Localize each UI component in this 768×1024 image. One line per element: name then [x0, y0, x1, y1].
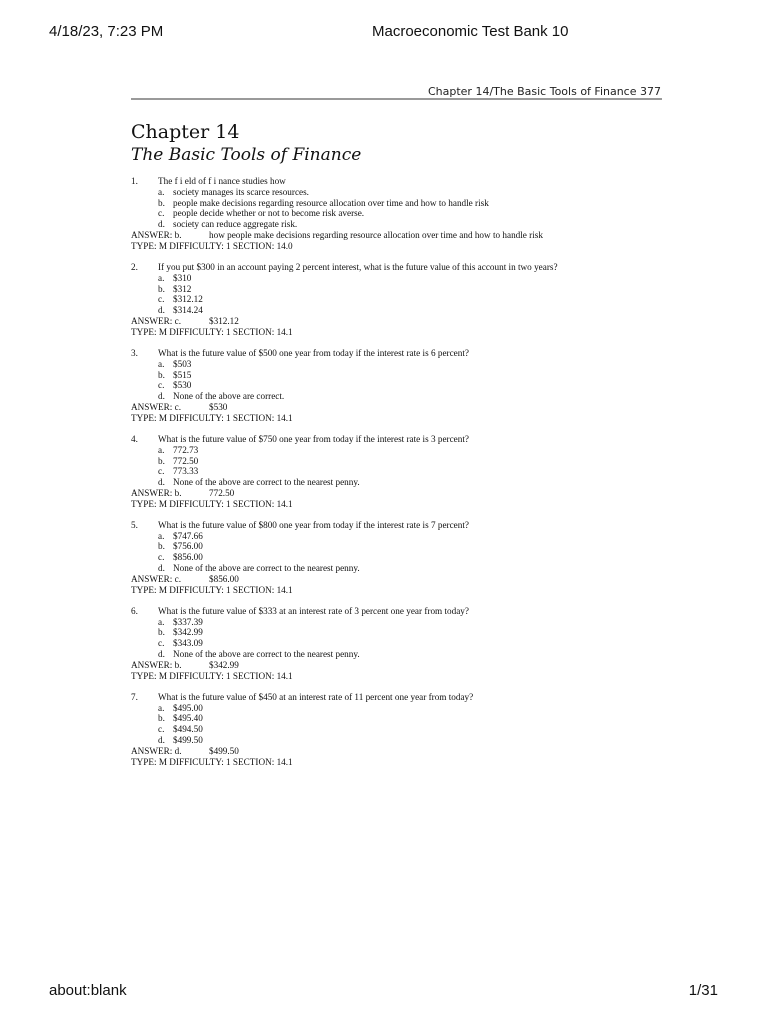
answer-line — [131, 230, 671, 241]
answer-label: ANSWER: b. — [131, 659, 182, 670]
question-meta: TYPE: M DIFFICULTY: 1 SECTION: 14.1 — [131, 412, 293, 423]
answer-line — [131, 402, 671, 413]
answer-choice — [131, 735, 671, 746]
question-text: What is the future value of $750 one year from today if the interest rate is 3 percent? — [158, 433, 469, 444]
answer-choice — [131, 713, 671, 724]
question-item — [131, 606, 671, 682]
answer-choice — [131, 305, 671, 316]
choice-letter: b. — [158, 283, 165, 294]
answer-choice — [131, 617, 671, 628]
question-number: 6. — [131, 605, 138, 616]
choice-text: society manages its scarce resources. — [173, 186, 309, 197]
answer-value: 772.50 — [209, 487, 235, 498]
question-list — [131, 176, 671, 778]
question-text: If you put $300 in an account paying 2 percent interest, what is the future value of this account in two years? — [158, 261, 558, 272]
question-meta: TYPE: M DIFFICULTY: 1 SECTION: 14.1 — [131, 584, 293, 595]
answer-choice — [131, 208, 671, 219]
question-text: What is the future value of $450 at an interest rate of 11 percent one year from today? — [158, 691, 474, 702]
print-url: about:blank — [49, 982, 127, 999]
answer-choice — [131, 187, 671, 198]
choice-text: $343.09 — [173, 638, 203, 649]
choice-letter: b. — [158, 197, 165, 208]
print-header — [0, 23, 768, 43]
answer-choice — [131, 477, 671, 488]
choice-text: $495.00 — [173, 702, 203, 713]
choice-letter: a. — [158, 358, 165, 369]
choice-text: None of the above are correct to the nearest penny. — [173, 563, 360, 574]
answer-label: ANSWER: b. — [131, 487, 182, 498]
question-stem — [131, 692, 671, 703]
answer-choice — [131, 391, 671, 402]
answer-choice — [131, 273, 671, 284]
question-text: The f i eld of f i nance studies how — [158, 176, 286, 186]
question-item — [131, 520, 671, 596]
question-item — [131, 176, 671, 252]
chapter-subtitle: The Basic Tools of Finance — [131, 145, 362, 165]
question-meta: TYPE: M DIFFICULTY: 1 SECTION: 14.1 — [131, 756, 293, 767]
choice-letter: c. — [158, 208, 165, 219]
answer-choice — [131, 445, 671, 456]
choice-text: $515 — [173, 369, 192, 380]
answer-choice — [131, 380, 671, 391]
answer-choice — [131, 359, 671, 370]
choice-text: $756.00 — [173, 541, 203, 552]
question-number: 1. — [131, 176, 138, 186]
question-item — [131, 262, 671, 338]
choice-letter: b. — [158, 627, 165, 638]
question-meta: TYPE: M DIFFICULTY: 1 SECTION: 14.1 — [131, 670, 293, 681]
choice-letter: d. — [158, 477, 165, 488]
question-item — [131, 434, 671, 510]
answer-value: $312.12 — [209, 315, 239, 326]
answer-label: ANSWER: d. — [131, 745, 182, 756]
choice-text: $312 — [173, 283, 192, 294]
choice-text: None of the above are correct. — [173, 391, 285, 402]
print-doc-title: Macroeconomic Test Bank 10 — [372, 23, 569, 40]
answer-choice — [131, 198, 671, 209]
header-rule — [131, 98, 662, 100]
answer-line — [131, 488, 671, 499]
answer-value: $499.50 — [209, 745, 239, 756]
choice-letter: a. — [158, 272, 165, 283]
question-text: What is the future value of $333 at an interest rate of 3 percent one year from today? — [158, 605, 469, 616]
choice-text: people make decisions regarding resource allocation over time and how to handle risk — [173, 197, 489, 208]
answer-line — [131, 574, 671, 585]
question-stem — [131, 520, 671, 531]
answer-line — [131, 316, 671, 327]
answer-choice — [131, 563, 671, 574]
choice-letter: d. — [158, 391, 165, 402]
print-page-count: 1/31 — [688, 982, 718, 999]
answer-choice — [131, 703, 671, 714]
question-text: What is the future value of $500 one year from today if the interest rate is 6 percent? — [158, 347, 469, 358]
question-item — [131, 692, 671, 768]
answer-choice — [131, 541, 671, 552]
answer-label: ANSWER: b. — [131, 229, 182, 240]
choice-letter: d. — [158, 649, 165, 660]
question-stem — [131, 176, 671, 187]
choice-text: $856.00 — [173, 552, 203, 563]
question-number: 2. — [131, 261, 138, 272]
choice-letter: a. — [158, 616, 165, 627]
answer-line — [131, 660, 671, 671]
choice-letter: c. — [158, 638, 165, 649]
choice-text: None of the above are correct to the nearest penny. — [173, 477, 360, 488]
answer-value: $342.99 — [209, 659, 239, 670]
answer-label: ANSWER: c. — [131, 315, 182, 326]
question-item — [131, 348, 671, 424]
choice-text: None of the above are correct to the nearest penny. — [173, 649, 360, 660]
answer-choice — [131, 531, 671, 542]
choice-letter: c. — [158, 466, 165, 477]
choice-letter: b. — [158, 455, 165, 466]
choice-letter: a. — [158, 444, 165, 455]
choice-text: 772.73 — [173, 444, 199, 455]
answer-label: ANSWER: c. — [131, 401, 182, 412]
answer-choice — [131, 370, 671, 381]
choice-text: $312.12 — [173, 294, 203, 305]
answer-choice — [131, 219, 671, 230]
print-datetime: 4/18/23, 7:23 PM — [49, 23, 164, 40]
choice-letter: c. — [158, 724, 165, 735]
choice-letter: b. — [158, 369, 165, 380]
answer-choice — [131, 724, 671, 735]
question-stem — [131, 262, 671, 273]
question-stem — [131, 434, 671, 445]
question-meta: TYPE: M DIFFICULTY: 1 SECTION: 14.0 — [131, 240, 293, 251]
choice-text: $337.39 — [173, 616, 203, 627]
answer-choice — [131, 649, 671, 660]
choice-letter: b. — [158, 713, 165, 724]
question-text: What is the future value of $800 one year from today if the interest rate is 7 percent? — [158, 519, 469, 530]
chapter-title: Chapter 14 — [131, 121, 240, 143]
choice-letter: c. — [158, 380, 165, 391]
choice-letter: d. — [158, 563, 165, 574]
question-meta: TYPE: M DIFFICULTY: 1 SECTION: 14.1 — [131, 326, 293, 337]
answer-value: $530 — [209, 401, 228, 412]
choice-text: $503 — [173, 358, 192, 369]
choice-text: 773.33 — [173, 466, 199, 477]
print-footer — [0, 982, 768, 1002]
question-number: 5. — [131, 519, 138, 530]
choice-letter: d. — [158, 219, 165, 230]
choice-letter: a. — [158, 186, 165, 197]
answer-label: ANSWER: c. — [131, 573, 182, 584]
choice-text: $314.24 — [173, 305, 203, 316]
answer-choice — [131, 284, 671, 295]
answer-choice — [131, 627, 671, 638]
choice-text: $747.66 — [173, 530, 203, 541]
question-stem — [131, 348, 671, 359]
choice-letter: d. — [158, 305, 165, 316]
choice-text: $499.50 — [173, 735, 203, 745]
question-stem — [131, 606, 671, 617]
choice-letter: c. — [158, 552, 165, 563]
answer-line — [131, 746, 671, 757]
choice-letter: a. — [158, 530, 165, 541]
choice-text: $530 — [173, 380, 192, 391]
answer-value: how people make decisions regarding resource allocation over time and how to handle risk — [209, 229, 543, 240]
choice-text: $310 — [173, 272, 192, 283]
choice-text: 772.50 — [173, 455, 199, 466]
answer-choice — [131, 456, 671, 467]
answer-choice — [131, 638, 671, 649]
answer-value: $856.00 — [209, 573, 239, 584]
answer-choice — [131, 294, 671, 305]
question-meta: TYPE: M DIFFICULTY: 1 SECTION: 14.1 — [131, 498, 293, 509]
choice-letter: d. — [158, 735, 165, 745]
choice-text: $494.50 — [173, 724, 203, 735]
choice-text: society can reduce aggregate risk. — [173, 219, 298, 230]
question-number: 7. — [131, 691, 138, 702]
question-number: 3. — [131, 347, 138, 358]
question-number: 4. — [131, 433, 138, 444]
running-head: Chapter 14/The Basic Tools of Finance 377 — [427, 85, 661, 98]
choice-text: $495.40 — [173, 713, 203, 724]
answer-choice — [131, 552, 671, 563]
choice-text: people decide whether or not to become risk averse. — [173, 208, 365, 219]
choice-letter: c. — [158, 294, 165, 305]
choice-letter: a. — [158, 702, 165, 713]
choice-letter: b. — [158, 541, 165, 552]
answer-choice — [131, 466, 671, 477]
choice-text: $342.99 — [173, 627, 203, 638]
